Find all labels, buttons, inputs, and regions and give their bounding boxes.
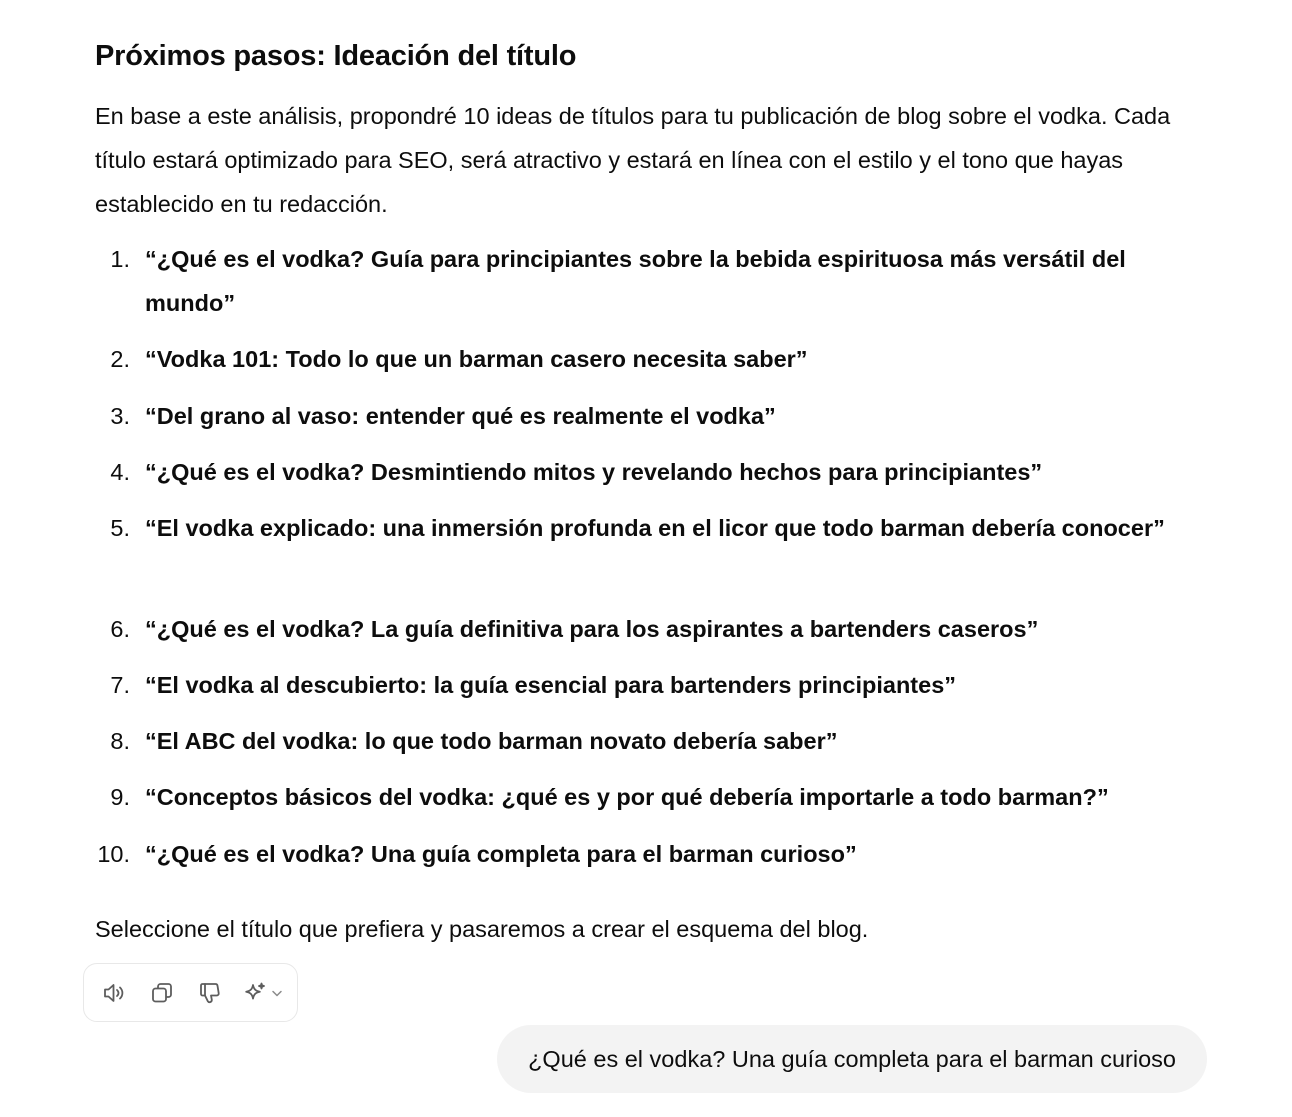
list-item [95,719,1205,763]
list-item-text: “El vodka al descubierto: la guía esencial para bartenders principiantes” [145,672,957,698]
message-action-bar [83,963,298,1022]
dislike-button[interactable] [194,977,226,1009]
copy-button[interactable] [146,977,178,1009]
list-item-number: 7. [110,672,130,698]
list-item-number: 2. [110,346,130,372]
list-item [95,607,1205,651]
list-item [95,394,1205,438]
copy-icon [149,980,175,1006]
list-item-text: “¿Qué es el vodka? Guía para principiantes sobre la bebida espirituosa más versátil del mundo” [145,246,1126,316]
sparkle-icon [242,980,268,1006]
read-aloud-button[interactable] [98,977,130,1009]
list-item-text: “Conceptos básicos del vodka: ¿qué es y por qué debería importarle a todo barman?” [145,784,1109,810]
list-item [95,663,1205,707]
list-item-text: “¿Qué es el vodka? La guía definitiva para los aspirantes a bartenders caseros” [145,616,1039,642]
intro-paragraph: En base a este análisis, propondré 10 ideas de títulos para tu publicación de blog sobre el vodka. Cada título estará optimizado para SEO, será atractivo y estará en línea con el estilo y el tono que hayas establecido en tu redacción. [95,103,1171,217]
list-item [95,775,1205,819]
list-item [95,237,1205,325]
list-item-text: “El ABC del vodka: lo que todo barman novato debería saber” [145,728,838,754]
chevron-down-icon [270,986,284,1000]
user-message-text: ¿Qué es el vodka? Una guía completa para el barman curioso [528,1045,1176,1072]
thumbs-down-icon [197,980,223,1006]
list-item [95,450,1205,494]
list-item [95,506,1205,550]
list-item-text: “¿Qué es el vodka? Una guía completa para el barman curioso” [145,841,857,867]
section-heading: Próximos pasos: Ideación del título [95,40,577,72]
list-item-number: 1. [110,246,130,272]
list-item-text: “¿Qué es el vodka? Desmintiendo mitos y revelando hechos para principiantes” [145,459,1043,485]
list-item-number: 5. [110,515,130,541]
list-item-number: 4. [110,459,130,485]
list-item-number: 9. [110,784,130,810]
list-item-number: 10. [97,841,130,867]
speaker-icon [101,980,127,1006]
user-message-bubble [497,1025,1207,1093]
list-item-number: 3. [110,403,130,429]
switch-model-button[interactable] [242,977,294,1009]
list-item-text: “Vodka 101: Todo lo que un barman casero necesita saber” [145,346,808,372]
list-item [95,832,1205,876]
closing-paragraph: Seleccione el título que prefiera y pasaremos a crear el esquema del blog. [95,916,869,942]
list-item-number: 8. [110,728,130,754]
list-item-text: “Del grano al vaso: entender qué es realmente el vodka” [145,403,776,429]
list-item-text: “El vodka explicado: una inmersión profunda en el licor que todo barman debería conocer” [145,515,1165,541]
list-item-number: 6. [110,616,130,642]
list-item [95,337,1205,381]
